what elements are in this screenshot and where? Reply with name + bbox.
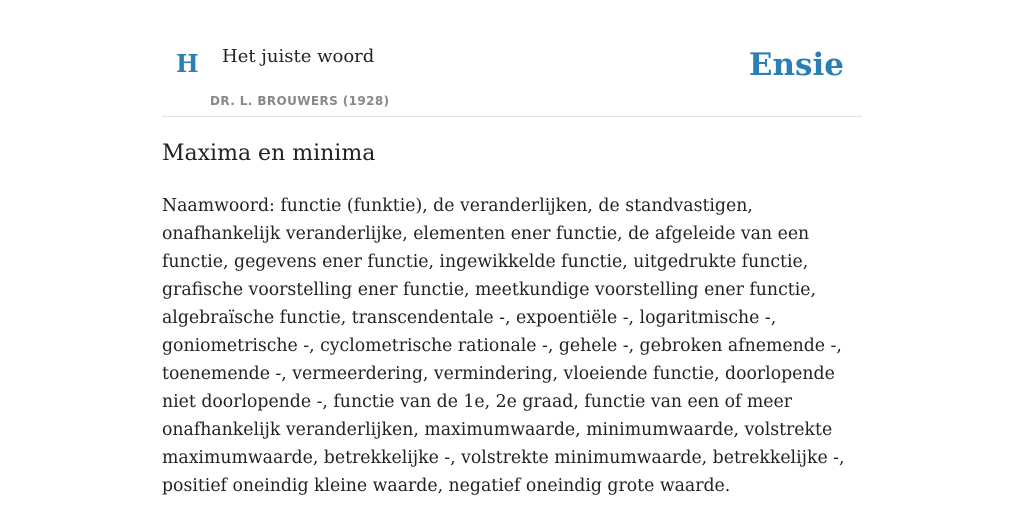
book-title-link[interactable]: Het juiste woord — [222, 46, 375, 67]
entry-title: Maxima en minima — [162, 141, 376, 166]
ensie-logo-link[interactable]: Ensie — [748, 47, 844, 83]
book-author: DR. L. BROUWERS (1928) — [210, 94, 390, 108]
book-logo-icon[interactable]: H — [176, 49, 199, 78]
source-header — [162, 0, 862, 117]
entry-body: Naamwoord: functie (funktie), de veranderlijken, de standvastigen, onafhankelijk veranderlijke, elementen ener functie, de afgeleide van een functie, gegevens ener functie, ingewikkelde functie, uitgedrukte functie, grafische voorstelling ener functie, meetkundige voorstelling ener functie, algebraïsche functie, transcendentale -, expoentiële -, logaritmische -, goniometrische -, cyclometrische rationale -, gehele -, gebroken afnemende -, toenemende -, vermeerdering, vermindering, vloeiende functie, doorlopende niet doorlopende -, functie van de 1e, 2e graad, functie van een of meer onafhankelijk veranderlijken, maximumwaarde, minimumwaarde, volstrekte maximumwaarde, betrekkelijke -, volstrekte minimumwaarde, betrekkelijke -, positief oneindig kleine waarde, negatief oneindig grote waarde. — [162, 196, 845, 496]
